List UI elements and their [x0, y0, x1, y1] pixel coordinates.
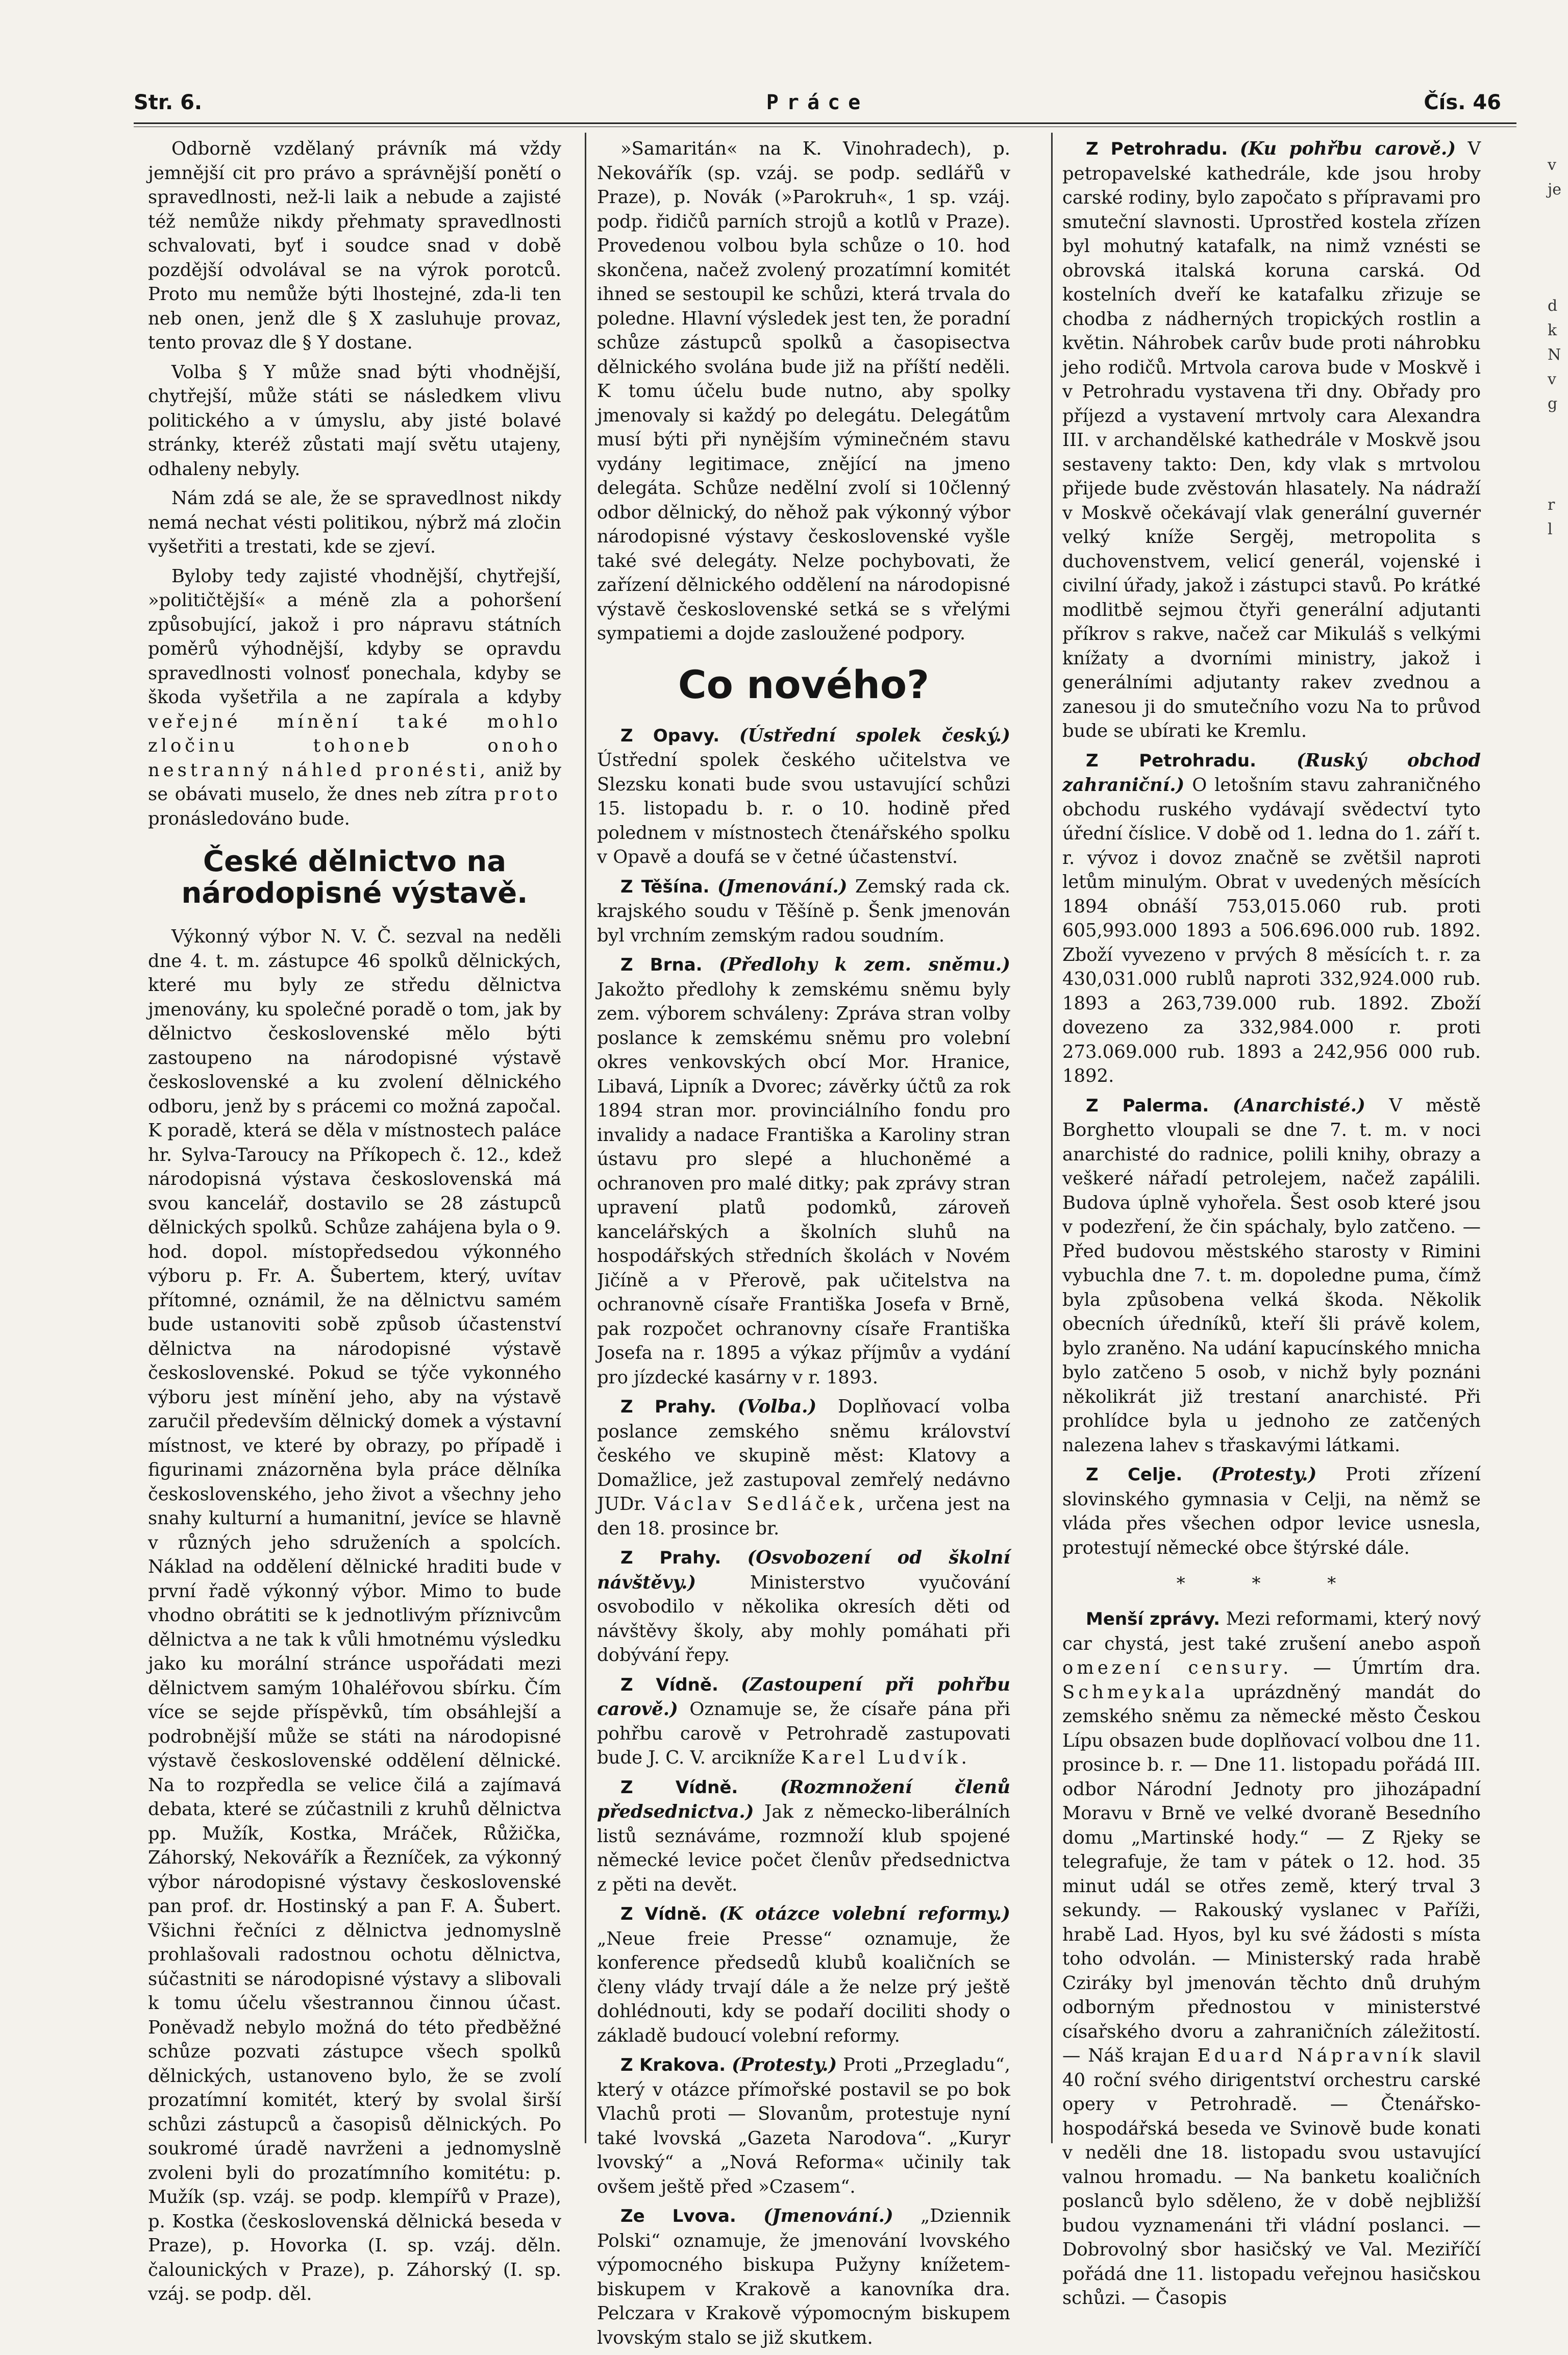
edge-glyph: l [1548, 520, 1553, 538]
news-text: slavil 40 roční svého dirigentství orchestru carské opery v Petrohradě. — Čtenářsko-hospodářská beseda ve Svinově bude konati v neděli dne 18. listopadu svou ustavující valnou hromadu. — Na banketu koaličních poslanců bylo sděleno, že v době nejbližší budou vyznamenáni tři vládní poslanci. — Dobrovolný sbor hasičský ve Val. Meziříčí pořádá dne 11. listopadu veřejnou hasičskou schůzi. — Časopis [1062, 2045, 1481, 2309]
paragraph: »Samaritán« na K. Vinohradech), p. Nekovářík (sp. vzáj. se podp. sedlářů v Praze), p. Novák (»Parokruh«, 1 sp. vzáj. podp. řidičů parních strojů a kotlů v Praze). Provedenou volbou byla schůze o 10. hod skončena, načež zvolený prozatímní komitét ihned se sestoupil ke schůzi, která trvala do poledne. Hlavní výsledek jest ten, že poradní schůze zástupců spolků a časopisectva dělnického svolána bude již na příští neděli. K tomu účelu bude nutno, aby spolky jmenovaly si každý po delegátu. Delegátům musí býti při nynějším výminečném stavu vydány legitimace, znějící na jmeno delegáta. Schůze nedělní zvolí si 10členný odbor dělnický, do něhož pak výkonný výbor národopisné výstavy československé vyšle také své delegáty. Nelze pochybovati, že zařízení dělnického oddělení na národopisné výstavě československé setká se s vřelými sympatiemi a dojde zasloužené podpory. [597, 138, 1010, 644]
edge-glyph: v [1548, 156, 1556, 174]
section-title: České dělnictvo na národopisné výstavě. [181, 845, 528, 910]
news-category: (Protesty.) [731, 2054, 837, 2075]
news-text: Jak z německo-liberálních listů seznáváme, rozmnoží klub spojené německé levice počet členův předsednictva z pěti na devět. [597, 1801, 1010, 1895]
edge-glyph: g [1548, 395, 1558, 413]
news-lead: Z Celje. [1086, 1465, 1183, 1485]
news-category: (Zastoupení při pohřbu carově.) [597, 1674, 1010, 1720]
news-category: (Rozmnožení členů předsednictva.) [597, 1776, 1010, 1822]
spaced-text: Schmeykala [1062, 1681, 1209, 1703]
news-item [1062, 1462, 1481, 1560]
news-item [597, 875, 1010, 948]
news-text: O letošním stavu zahraničného obchodu ruského vydávají svědectví tyto úřední číslice. V době od 1. ledna do 1. září t. r. vývoz i dovoz značně se zvětšil naproti letům minulým. Obrat v uvedených měsících 1894 obnáší 753,015.060 rub. proti 605,993.000 1893 a 506.696.000 rub. 1892. Zboží vyvezeno v prvých 8 měsících t. r. za 430,031.000 rublů naproti 332,924.000 rub. 1893 a 263,739.000 rub. 1892. Zboží dovezeno za 332,984.000 r. proti 273.069.000 rub. 1893 a 242,956 000 rub. 1892. [1062, 775, 1481, 1086]
column-2 [597, 137, 1010, 2355]
news-item [597, 1673, 1010, 1770]
news-category: (Ústřední spolek český.) [739, 725, 1010, 746]
page-number: Str. 6. [134, 91, 203, 114]
text-run: Byloby tedy zajisté vhodnější, chytřejší, »političtější« a méně zla a pohoršení způsobující, jakož i pro nápravu státních poměrů výhodnější, kdyby se opravdu spravedlnosti volnosť ponechala, kdyby se škoda vyšetřila a ne zapírala a kdyby [148, 565, 561, 708]
column-divider-1 [585, 133, 586, 2143]
news-text: Zemský rada ck. krajského soudu v Těšíně p. Šenk jmenován byl vrchním zemským radou soudním. [597, 876, 1011, 946]
news-item [597, 1902, 1010, 2048]
header-rule [134, 122, 1516, 124]
spaced-text: Karel Ludvík. [801, 1747, 970, 1768]
paragraph: Výkonný výbor N. V. Č. sezval na neděli dne 4. t. m. zástupce 46 spolků dělnických, které mu byly ze středu dělnictva jmenovány, ku společné poradě o tom, jak by dělnictvo československé mělo býti zastoupeno na národopisné výstavě československé a ku zvolení dělnického odboru, jenž by s prácemi co možná započal. K poradě, která se děla v místnostech paláce hr. Sylva-Taroucy na Příkopech č. 12., kdež národopisná výstava československá má svou kancelář, dostavilo se 28 zástupců dělnických spolků. Schůze zahájena byla o 9. hod. dopol. místopředsedou výkonného výboru p. Fr. A. Šubertem, který, uvítav přítomné, oznámil, že na dělnictvu samém bude ustanoviti sobě způsob účastenství dělnictva na národopisné výstavě československé. Pokud se týče vykonného výboru jest mínění jeho, aby na výstavě zaručil především dělnický domek a výstavní místnost, ve které by obrazy, po případě i figurinami znázorněna byla práce dělníka československého, jeho život a všechny jeho snahy kulturní a humanitní, jevíce se hlavně v různých jeho sdruženích a spolcích. Náklad na oddělení dělnické hraditi bude v první řadě výkonný výbor. Mimo to bude vhodno obrátiti se k jednotlivým příznivcům dělnictva a ne tak k vůli hmotnému výsledku jako ku morální stránce uspořádati mezi dělnictvem samým 10haléřovou sbírku. Čím více se sejde příspěvků, tím obsáhlejší a podrobnější může se státi na národopisné výstavě československé oddělení dělnické. Na to rozpředla se velice čilá a zajímavá debata, které se zúčastnili z kruhů dělnictva pp. Mužík, Kostka, Mráček, Růžička, Záhorský, Nekovářík a Řezníček, za výkonný výbor národopisné výstavy československé pan prof. dr. Hostinský a pan F. A. Šubert. Všichni řečníci z dělnictva jednomyslně prohlašovali radostnou ochotu dělnictva, súčastniti se národopisné výstavy a slibovali k tomu účelu všestrannou činnou účast. Poněvadž nebylo možná do této předběžné schůze pozvati zástupce všech spolků dělnických, ustanoveno bylo, že se zvolí prozatímní komitét, který by svolal širší schůzi zástupců a časopisů dělnických. Po soukromé úradě navrženi a jednomyslně zvoleni byli do prozatímního komitétu: p. Mužík (sp. vzáj. se podp. klempířů v Praze), p. Kostka (československá dělnická beseda v Praze), p. Hovorka (I. sp. vzáj. děln. čalounických v Praze), p. Záhorský (I. sp. vzáj. se podp. děl. [148, 926, 561, 2304]
edge-glyph: d [1548, 297, 1558, 315]
column-1 [148, 137, 561, 2312]
news-category: (K otázce volební reformy.) [718, 1903, 1011, 1924]
news-lead: Z Petrohradu. [1086, 139, 1228, 159]
news-item [1062, 1094, 1481, 1458]
edge-glyph: r [1548, 496, 1555, 514]
news-text: Ministerstvo vyučování osvobodilo v několika okresích děti od návštěvy školy, aby mohly pomáhati při dobývání řepy. [597, 1572, 1010, 1666]
spaced-text: Eduard Nápravník [1197, 2045, 1426, 2066]
edge-glyph: N [1548, 346, 1561, 364]
news-lead: Z Brna. [620, 955, 703, 975]
news-category: (Volba.) [737, 1396, 817, 1417]
news-text: V městě Borghetto vloupali se dne 7. t. m. v noci anarchisté do radnice, polili knihy, obrazy a veškeré nářadí petrolejem, načež zapálili. Budova úplně vyhořela. Šest osob které jsou v podezření, že čin spáchaly, bylo zatčeno. — Před budovou městského starosty v Rimini vybuchla dne 7. t. m. dopoledne puma, čímž byla způsobena velká škoda. Několik obecních úředníků, kteří šli právě kolem, bylo zraněno. Na udání kapucínského mnicha bylo zatčeno 5 osob, v nichž byly poznáni několikrát již trestaní anarchisté. Při prohlídce byla u jednoho ze zatčených nalezena lahev s třaskavými látkami. [1062, 1095, 1481, 1456]
page-header [134, 91, 1501, 121]
news-item [1062, 1607, 1481, 2311]
column-3 [1062, 137, 1481, 2316]
news-text: uprázdněný mandát do zemského sněmu za německé město Českou Lípu obsazen bude doplňovací volbou dne 11. prosince b. r. — Dne 11. listopadu pořádá III. odbor Národní Jednoty pro jihozápadní Moravu v Brně ve velké dvoraně Besedního domu „Martinské hody.“ — Z Rjeky se telegrafuje, že tam v pátek o 12. hod. 35 minut udál se otřes země, který trval 3 sekundy. — Rakouský vyslanec v Paříži, hrabě Lad. Hyos, byl ku své žádosti s místa toho odvolán. — Ministerský rada hrabě Cziráky byl jmenován těchto dnů druhým odborným přednostou v ministerstvé císařského dvoru a zahraničních záležitostí. — Náš krajan [1062, 1681, 1481, 2066]
news-lead: Z Petrohradu. [1086, 750, 1256, 771]
news-lead: Menší zprávy. [1086, 1609, 1221, 1629]
text-run: aniž by se obávati muselo, že dnes neb zítra [148, 759, 561, 805]
paragraph: Odborně vzdělaný právník má vždy jemnější cit pro právo a správnější ponětí o spravedlnosti, než-li laik a nebude a zajisté též nemůže nikdy přehmaty spravedlnosti schvalovati, byť i soudce snad v době pozdější odvolával se na výrok porotců. Proto mu nemůže býti lhostejné, zda-li ten neb onen, jenž dle § X zasluhuje provaz, tento provaz dle § Y dostane. [148, 138, 561, 353]
spaced-text: omezení censury. [1062, 1657, 1292, 1678]
news-item [597, 1775, 1010, 1897]
news-lead: Z Palerma. [1086, 1095, 1209, 1116]
section-separator: * * * [1176, 1573, 1367, 1594]
news-item [597, 2053, 1010, 2199]
news-text: Proti zřízení slovinského gymnasia v Celji, na němž se vláda přes všechen odpor levice usnesla, protestují německé obce štýrské dále. [1062, 1464, 1481, 1558]
text-run: pronásledováno bude. [148, 808, 350, 829]
news-item [597, 1546, 1010, 1668]
news-text: Oznamuje se, že císaře pána při pohřbu carově v Petrohradě zastupovati bude J. C. V. arcikníže [597, 1699, 1010, 1768]
news-category: (Anarchisté.) [1232, 1095, 1365, 1116]
paragraph: Nám zdá se ale, že se spravedlnost nikdy nemá nechat vésti politikou, nýbrž má zločin vyšetřiti a trestati, kde se zjeví. [148, 488, 561, 557]
news-category: (Osvobození od školní návštěvy.) [597, 1547, 1010, 1593]
edge-glyph: k [1548, 321, 1557, 339]
news-text: Mezi reformami, který nový car chystá, jest také zrušení anebo aspoň [1062, 1608, 1481, 1654]
news-item [597, 953, 1010, 1390]
news-lead: Z Opavy. [620, 725, 720, 746]
spaced-text: Václav Sedláček, [654, 1494, 867, 1515]
news-text: Doplňovací volba poslance zemského sněmu království českého ve skupině měst: Klatovy a Domažlice, jež zastupoval zemřelý nedávno JUDr. [597, 1396, 1011, 1515]
news-category: (Ku pohřbu carově.) [1239, 138, 1456, 159]
news-lead: Z Krakova. [620, 2055, 726, 2075]
news-category: (Jmenování.) [763, 2205, 893, 2226]
news-text: Proti „Przegladu“, který v otázce přímořské postavil se po bok Vlachů proti — Slovanům, protestuje nyní také lvovská „Gazeta Narodova“. „Kuryr lvovský“ a „Nová Reforma« učinily tak ovšem ještě před »Czasem“. [597, 2054, 1010, 2197]
news-lead: Z Těšína. [620, 876, 710, 897]
news-text: Jakožto předlohy k zemskému sněmu byly zem. výborem schváleny: Zpráva stran volby poslance k zemskému sněmu pro volební okres venkovských obcí Mor. Hranice, Libavá, Lipník a Dvorec; závěrky účtů za rok 1894 stran mor. provinciálního fondu pro invalidy a nadace Františka a Karoliny stran ústavu pro slepé a hluchoněmé a ochranoven pro malé ditky; pak zprávy stran upravení platů podomků, zároveň kancelářských a školních sluhů na hospodářských středních školách v Novém Jičíně a v Přerově, pak učitelstva na ochranovně císaře Františka Josefa v Brně, pak rozpočet ochranovny císaře Františka Josefa na r. 1895 a výkaz příjmův a vydání pro jízdecké kasárny v r. 1893. [597, 979, 1010, 1388]
news-text: V petropavelské kathedrále, kde jsou hroby carské rodiny, bylo započato s přípravami pro smuteční slavnosti. Uprostřed kostela zřízen byl mohutný katafalk, na nimž vznésti se obrovská italská koruna carská. Od kostelních dveří ke katafalku zřizuje se chodba z nádherných tropických rostlin a květin. Náhrobek carův bude proti náhrobku jeho rodičů. Mrtvola carova bude v Moskvě i v Petrohradu vystavena tři dny. Obřady pro příjezd a vystavení mrtvoly cara Alexandra III. v archandělské kathedrále v Moskvě jsou sestaveny takto: Den, kdy vlak s mrtvolou přijede bude zvěstován hlasately. Na nádraží v Moskvě očekávají vlak generální guvernér velký kníže Sergěj, metropolita s duchovenstvem, velicí generál, vojenské i civilní úřady, jakož i zástupci stavů. Po krátké modlitbě sejmou čtyři generální adjutanti příkrov s rakve, načež car Mikuláš s velkými knížaty a dvorními ministry, jakož i generálními adjutanty rakev zvednou a zanesou ji do smutečního vozu Na to průvod bude se ubírati ke Kremlu. [1062, 138, 1481, 741]
news-item [597, 1395, 1010, 1541]
edge-glyph: v [1548, 370, 1556, 388]
news-text: „Neue freie Presse“ oznamuje, že konference předsedů klubů koaličních se členy vlády trvají dále a že nelze prý ještě dohlédnouti, kdy se podaří dociliti shody o základě budoucí volební reformy. [597, 1928, 1010, 2046]
journal-title: Práce [766, 91, 869, 114]
column-divider-2 [1051, 133, 1053, 2143]
news-category: (Protesty.) [1211, 1464, 1317, 1485]
news-lead: Z Vídně. [620, 1777, 738, 1798]
news-lead: Z Prahy. [620, 1548, 721, 1568]
spaced-text: veřejné mínění také mohlo zločinu tohoneb onoho nestranný náhled pronésti, [148, 711, 561, 781]
news-item [1062, 137, 1481, 743]
paragraph: Volba § Y může snad býti vhodnější, chytřejší, může státi se následkem vlivu politického a v úmyslu, aby jisté bolavé stránky, kteréž zůstati mají světu utajeny, odhaleny nebyly. [148, 361, 561, 480]
news-text: Ústřední spolek českého učitelstva ve Slezsku konati bude svou ustavující schůzi 15. listopadu b. r. o 10. hodině před polednem v místnostech čtenářského spolku v Opavě a doufá se v četné účastenství. [597, 750, 1010, 867]
news-item [597, 2204, 1010, 2350]
news-lead: Z Vídně. [620, 1904, 708, 1924]
paragraph [148, 564, 561, 831]
news-text: určena jest na den 18. prosince br. [597, 1494, 1011, 1539]
section-title: Co nového? [678, 661, 930, 707]
news-text: „Dziennik Polski“ oznamuje, že jmenování lvovského výpomocného biskupa Pužyny knížetem-biskupem v Krakově a kanovníka dra. Pelczara v Krakově výpomocným biskupem lvovským stalo se již skutkem. [597, 2205, 1010, 2348]
news-text: — Úmrtím dra. [1313, 1657, 1481, 1678]
issue-number: Čís. 46 [1424, 91, 1501, 114]
news-item [1062, 749, 1481, 1088]
spaced-text: proto [494, 784, 561, 805]
news-category: (Ruský obchod zahraniční.) [1062, 750, 1481, 796]
news-lead: Ze Lvova. [620, 2206, 736, 2226]
news-category: (Jmenování.) [717, 876, 848, 897]
adjacent-page-edge [1548, 153, 1568, 542]
news-lead: Z Prahy. [620, 1397, 716, 1417]
news-category: (Předlohy k zem. sněmu.) [719, 954, 1010, 975]
news-item [597, 724, 1010, 870]
news-lead: Z Vídně. [620, 1674, 718, 1695]
edge-glyph: je [1548, 181, 1562, 199]
